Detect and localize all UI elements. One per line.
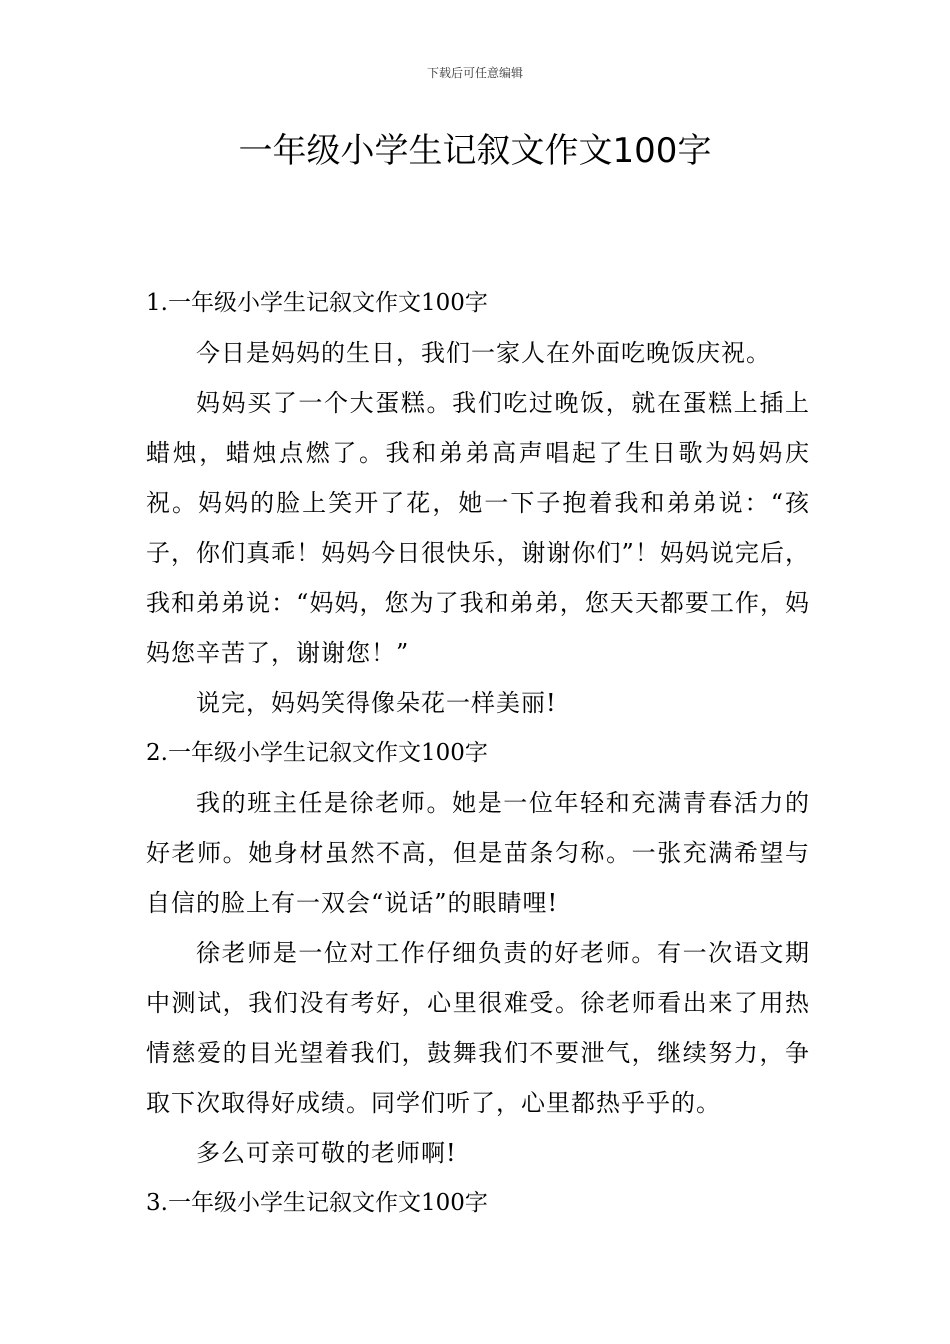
document-body [146, 278, 810, 1228]
document-title: 一年级小学生记叙文作文100字 [238, 131, 712, 171]
paragraph: 多么可亲可敬的老师啊! [196, 1139, 457, 1167]
paragraph: 今日是妈妈的生日，我们一家人在外面吃晚饭庆祝。 [196, 339, 771, 367]
section-heading: 2.一年级小学生记叙文作文100字 [146, 740, 488, 766]
paragraph: 说完，妈妈笑得像朵花一样美丽! [196, 689, 557, 717]
paragraph: 妈妈买了一个大蛋糕。我们吃过晚饭，就在蛋糕上插上蜡烛，蜡烛点燃了。我和弟弟高声唱起了生日歌为妈妈庆祝。妈妈的脸上笑开了花，她一下子抱着我和弟弟说：“孩子，你们真乖！妈妈今日很快乐，谢谢你们”！妈妈说完后，我和弟弟说：“妈妈，您为了我和弟弟，您天天都要工作，妈妈您辛苦了，谢谢您！” [146, 389, 810, 667]
section-heading: 3.一年级小学生记叙文作文100字 [146, 1190, 488, 1216]
essay-section-1 [146, 278, 810, 728]
paragraph: 徐老师是一位对工作仔细负责的好老师。有一次语文期中测试，我们没有考好，心里很难受。徐老师看出来了用热情慈爱的目光望着我们，鼓舞我们不要泄气，继续努力，争取下次取得好成绩。同学们听了，心里都热乎乎的。 [146, 939, 810, 1117]
essay-section-2 [146, 728, 810, 1178]
section-heading: 1.一年级小学生记叙文作文100字 [146, 290, 488, 316]
page-header-note: 下载后可任意编辑 [426, 66, 523, 80]
paragraph: 我的班主任是徐老师。她是一位年轻和充满青春活力的好老师。她身材虽然不高，但是苗条匀称。一张充满希望与自信的脸上有一双会“说话”的眼睛哩! [146, 789, 810, 917]
essay-section-3 [146, 1178, 810, 1228]
